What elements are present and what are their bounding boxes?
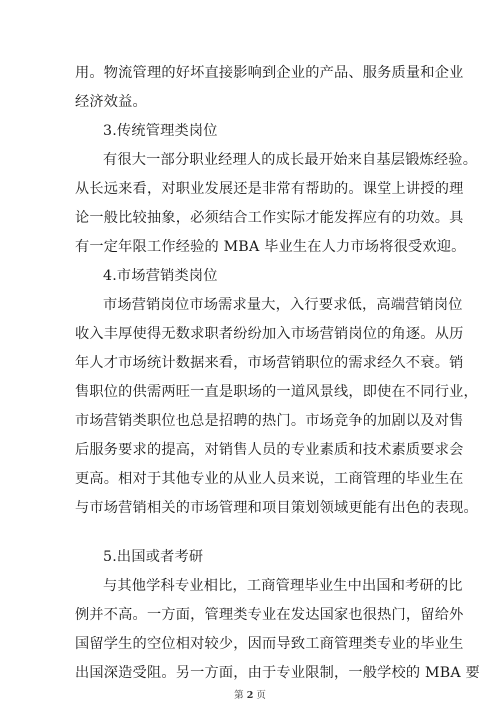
body-line-8: 收入丰厚使得无数求职者纷纷加入市场营销岗位的角逐。从历 bbox=[75, 326, 464, 342]
body-line-3: 有很大一部分职业经理人的成长最开始来自基层锻炼经验。 bbox=[103, 152, 478, 168]
body-line-7: 市场营销岗位市场需求量大，入行要求低，高端营销岗位 bbox=[103, 297, 463, 313]
body-line-9: 年人才市场统计数据来看，市场营销职位的需求经久不衰。销 bbox=[75, 355, 464, 371]
body-line-15: 与其他学科专业相比，工商管理毕业生中出国和考研的比 bbox=[103, 578, 463, 594]
section-heading-5: 5.出国或者考研 bbox=[103, 549, 204, 565]
body-line-2: 经济效益。 bbox=[75, 94, 147, 110]
body-line-13: 更高。相对于其他专业的从业人员来说，工商管理的毕业生在 bbox=[75, 471, 464, 487]
section-heading-4: 4.市场营销类岗位 bbox=[103, 268, 218, 284]
body-line-12: 后服务要求的提高，对销售人员的专业素质和技术素质要求会 bbox=[75, 442, 464, 458]
section-heading-3: 3.传统管理类岗位 bbox=[103, 123, 218, 139]
body-line-6: 有一定年限工作经验的 MBA 毕业生在人力市场将很受欢迎。 bbox=[75, 239, 466, 255]
body-line-17: 国留学生的空位相对较少，因而导致工商管理类专业的毕业生 bbox=[75, 636, 464, 652]
page-number: 2 bbox=[246, 690, 254, 701]
page-footer bbox=[0, 690, 500, 702]
footer-prefix: 第 bbox=[234, 690, 244, 701]
footer-suffix: 页 bbox=[256, 690, 266, 701]
body-line-14: 与市场营销相关的市场管理和项目策划领域更能有出色的表现。 bbox=[75, 500, 478, 516]
body-line-16: 例并不高。一方面，管理类专业在发达国家也很热门，留给外 bbox=[75, 607, 464, 623]
body-line-1: 用。物流管理的好坏直接影响到企业的产品、服务质量和企业 bbox=[75, 65, 464, 81]
body-line-11: 市场营销类职位也总是招聘的热门。市场竞争的加剧以及对售 bbox=[75, 413, 464, 429]
body-line-10: 售职位的供需两旺一直是职场的一道风景线，即使在不同行业， bbox=[75, 384, 478, 400]
body-line-5: 论一般比较抽象，必须结合工作实际才能发挥应有的功效。具 bbox=[75, 210, 464, 226]
body-line-4: 从长远来看，对职业发展还是非常有帮助的。课堂上讲授的理 bbox=[75, 181, 464, 197]
body-line-18: 出国深造受阻。另一方面，由于专业限制，一般学校的 MBA 要 bbox=[75, 665, 480, 681]
